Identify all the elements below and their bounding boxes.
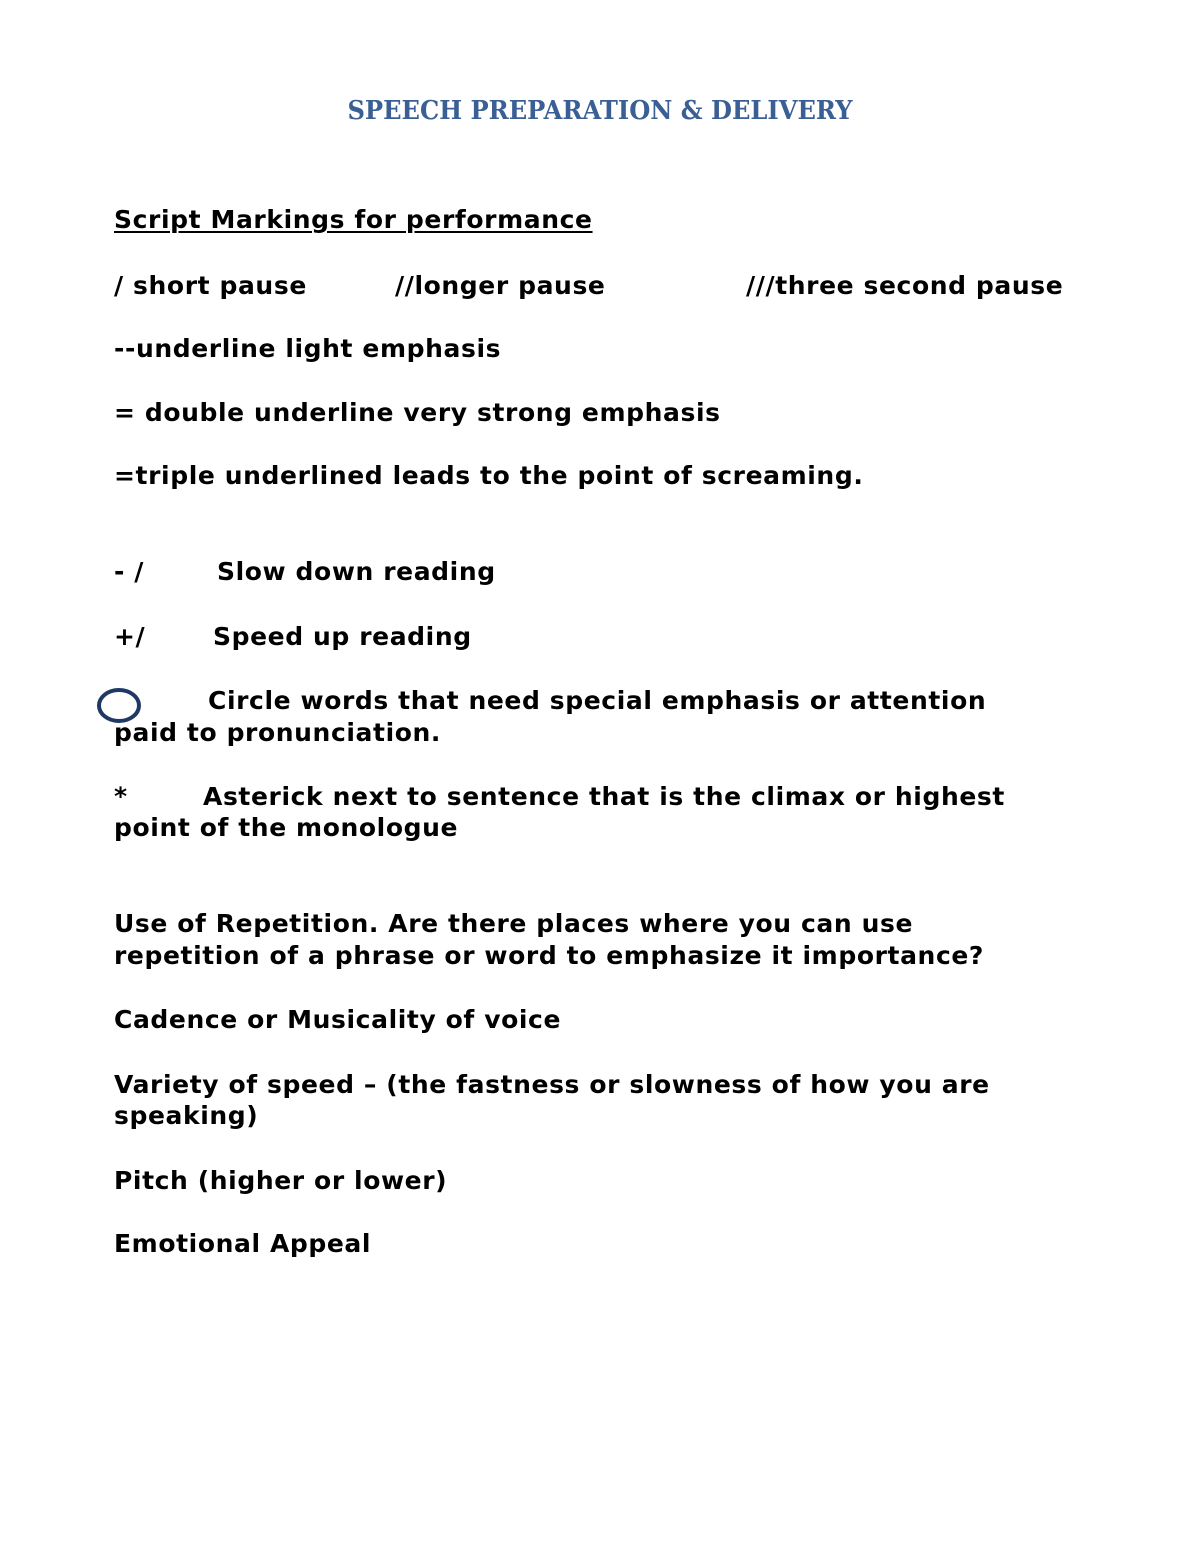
slow-down-label: Slow down reading [217,557,496,586]
repetition-line1: Use of Repetition. Are there places where you can use [114,909,914,938]
circle-marker-line2: paid to pronunciation. [114,718,442,747]
asterisk-marker-line2: point of the monologue [114,813,459,842]
light-emphasis-line: --underline light emphasis [114,334,502,363]
three-second-pause-marker: ///three second pause [746,271,1064,300]
short-pause-marker: / short pause [114,271,307,300]
pitch-line: Pitch (higher or lower) [114,1166,448,1195]
cadence-line: Cadence or Musicality of voice [114,1005,562,1034]
variety-line1: Variety of speed – (the fastness or slowness of how you are [114,1070,990,1099]
section-heading: Script Markings for performance [114,205,593,234]
circle-marker-line1: Circle words that need special emphasis or attention [208,686,987,715]
speed-up-label: Speed up reading [213,622,472,651]
document-title: SPEECH PREPARATION & DELIVERY [347,96,853,126]
emotional-appeal-line: Emotional Appeal [114,1229,372,1258]
repetition-line2: repetition of a phrase or word to emphasize it importance? [114,941,985,970]
speed-up-symbol: +/ [114,622,146,651]
screaming-emphasis-line: =triple underlined leads to the point of screaming. [114,461,864,490]
slow-down-symbol: - / [114,557,145,586]
strong-emphasis-line: = double underline very strong emphasis [114,398,721,427]
asterisk-marker-line1: Asterick next to sentence that is the climax or highest [203,782,1005,811]
variety-line2: speaking) [114,1101,259,1130]
longer-pause-marker: //longer pause [395,271,606,300]
asterisk-symbol: * [114,782,128,811]
